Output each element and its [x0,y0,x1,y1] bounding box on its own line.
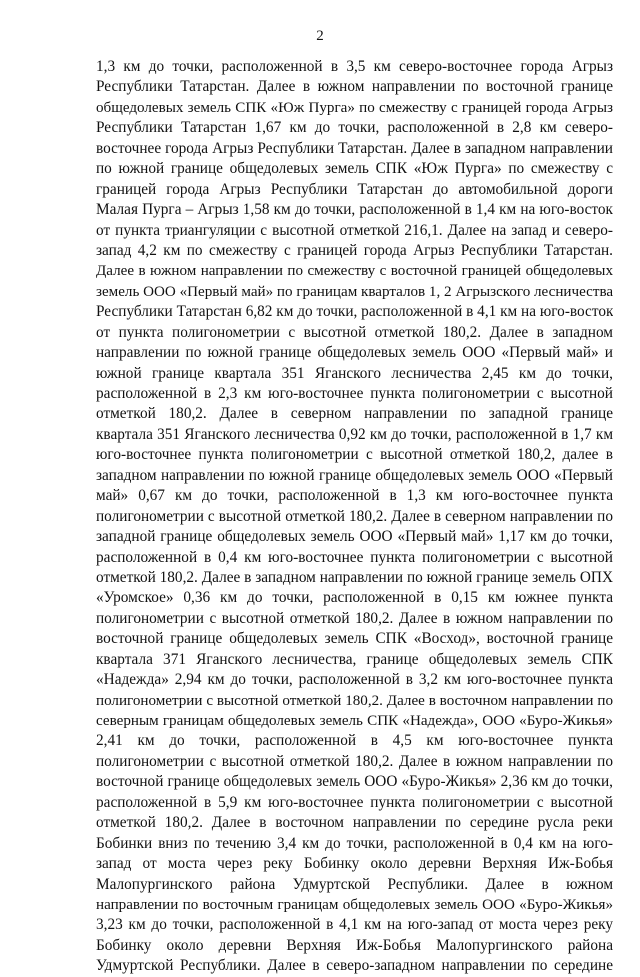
text-line: Малая Пурга – Агрыз 1,58 км до точки, расположенной в 1,4 км на юго-восток [96,201,613,219]
text-line: полигонометрии с высотной отметкой 180,2. Далее в восточном направлении по [96,692,613,709]
text-line: «Уромское» 0,36 км до точки, расположенной в 0,15 км южнее пункта [96,589,613,607]
text-line: расположенной в 5,9 км юго-восточнее пункта полигонометрии с высотной [96,793,613,811]
text-line: направлении по восточным границам общедолевых земель ООО «Буро-Жикья» [96,896,613,913]
text-line: отметкой 180,2. Далее в северном направлении по западной границе [96,405,613,423]
text-line: квартала 371 Яганского лесничества, границе общедолевых земель СПК [96,650,613,668]
text-line: от пункта полигонометрии с высотной отметкой 180,2. Далее в западном [96,323,613,341]
text-line: май» 0,67 км до точки, расположенной в 1,3 км юго-восточнее пункта [96,487,613,505]
page-number: 2 [316,28,324,44]
text-line: запад 4,2 км по смежеству с границей города Агрыз Республики Татарстан. [96,241,613,259]
text-line: полигонометрии с высотной отметкой 180,2. Далее в южном направлении по [96,752,613,770]
text-line: южной границе квартала 351 Яганского лесничества 2,45 км до точки, [96,364,613,382]
text-line: границей города Агрыз Республики Татарстан до автомобильной дороги [96,180,613,198]
text-line: Удмуртской Республики. Далее в северо-западном направлении по середине [96,957,613,975]
text-line: юго-восточнее пункта полигонометрии с высотной отметкой 180,2, далее в [96,446,613,464]
text-line: направлении по южной границе общедолевых земель ООО «Первый май» и [96,344,613,362]
text-line: расположенной в 0,4 км юго-восточнее пункта полигонометрии с высотной [96,548,613,566]
text-line: восточной границе общедолевых земель СПК «Восход», восточной границе [96,630,613,648]
text-line: расположенной в 2,3 км юго-восточнее пункта полигонометрии с высотной [96,385,613,402]
text-line: полигонометрии с высотной отметкой 180,2. Далее в южном направлении по [96,609,613,627]
text-line: северным границам общедолевых земель СПК «Надежда», ООО «Буро-Жикья» [96,713,613,729]
text-line: квартала 351 Яганского лесничества 0,92 км до точки, расположенной в 1,7 км [96,425,613,443]
text-line: запад от моста через реку Бобинку около деревни Верхняя Иж-Бобья [96,855,613,873]
text-line: отметкой 180,2. Далее в восточном направлении по середине русла реки [96,814,613,832]
text-line: 1,3 км до точки, расположенной в 3,5 км северо-восточнее города Агрыз [96,58,613,75]
text-line: общедолевых земель СПК «Юж Пурга» по смежеству с границей города Агрыз [96,99,613,116]
text-line: восточной границе общедолевых земель ООО «Буро-Жикья» 2,36 км до точки, [96,773,613,791]
text-line: отметкой 180,2. Далее в западном направлении по южной границе земель ОПХ [96,568,613,586]
text-line: Малопургинского района Удмуртской Республики. Далее в южном [96,875,613,893]
text-line: западном направлении по южной границе общедолевых земель ООО «Первый [96,466,613,484]
text-line: 2,41 км до точки, расположенной в 4,5 км юго-восточнее пункта [96,732,613,750]
text-line: Республики Татарстан 6,82 км до точки, расположенной в 4,1 км на юго-восток [96,303,613,321]
text-line: земель ООО «Первый май» по границам кварталов 1, 2 Агрызского лесничества [96,283,613,300]
text-line: Бобинку около деревни Верхняя Иж-Бобья Малопургинского района [96,936,613,954]
document-body [96,57,613,977]
text-line: Далее в южном направлении по смежеству с восточной границей общедолевых [96,263,613,280]
text-line: Республики Татарстан 1,67 км до точки, расположенной в 2,8 км северо- [96,119,613,137]
text-line: 3,23 км до точки, расположенной в 4,1 км на юго-запад от моста через реку [96,916,613,934]
text-line: восточнее города Агрыз Республики Татарстан. Далее в западном направлении [96,139,613,157]
text-line: Республики Татарстан. Далее в южном направлении по восточной границе [96,78,613,96]
text-line: от пункта триангуляции с высотной отметкой 216,1. Далее на запад и северо- [96,221,613,239]
text-line: по южной границе общедолевых земель СПК «Юж Пурга» по смежеству с [96,160,613,178]
text-line: «Надежда» 2,94 км до точки, расположенной в 3,2 км юго-восточнее пункта [96,671,613,689]
text-line: западной границе общедолевых земель ООО «Первый май» 1,17 км до точки, [96,528,613,546]
text-line: Бобинки вниз по течению 3,4 км до точки, расположенной в 0,4 км на юго- [96,834,613,852]
text-line: полигонометрии с высотной отметкой 180,2. Далее в северном направлении по [96,507,613,525]
